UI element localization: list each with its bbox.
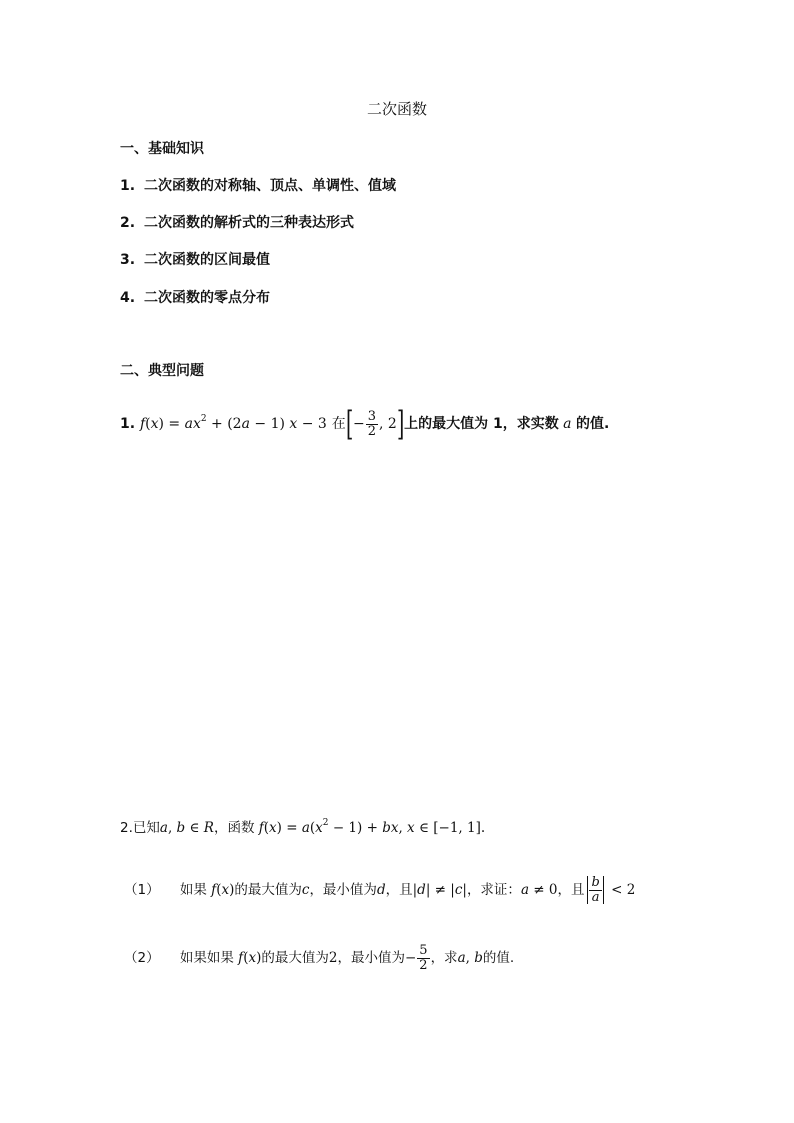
problem-1: 1. $f(x) = ax^2 + (2a - 1) x - 3$ 在[− $\frac{3}{2}$ , 2]上的最大值为 1，求实数 a 的值. [120, 404, 610, 444]
item-text: 二次函数的零点分布 [144, 290, 270, 306]
problem-text: 的最大值为 [261, 950, 329, 967]
problem-text: ，且 [557, 882, 585, 899]
fraction: $\frac{b}{a}$ [591, 875, 600, 905]
list-item [120, 287, 270, 307]
problem-text: 如果 [179, 882, 207, 899]
problem-text: 2.已知 [120, 820, 160, 836]
item-text: 二次函数的解析式的三种表达形式 [144, 215, 354, 231]
item-number: 3. [120, 252, 136, 268]
problem-text: 的值. [482, 950, 515, 967]
item-text: 二次函数的区间最值 [144, 252, 270, 268]
problem-text: 如果如果 [179, 950, 234, 967]
problem-text: 的值. [575, 416, 610, 432]
formula: f [139, 416, 146, 432]
sub-label: （1） [124, 882, 160, 899]
problem-text: ，且 [385, 882, 413, 899]
item-text: 二次函数的对称轴、顶点、单调性、值域 [144, 178, 396, 194]
problem-number: 1. [120, 416, 136, 432]
problem-text: ，求 [430, 950, 458, 967]
sub-question-2: （2） 如果如果 f(x)的最大值为2，最小值为− $\frac{5}{2}$ ，求a, b的值. [124, 943, 515, 973]
problem-2: 2.已知a, b ∈ R，函数 $f(x) = a(x^2 - 1)$ + bx, x ∈ [−1, 1]. [120, 818, 486, 836]
problem-text: ，函数 [213, 820, 255, 836]
item-number: 1. [120, 178, 136, 194]
problem-text: ，求证： [466, 882, 521, 899]
fraction: $\frac{5}{2}$ [419, 943, 428, 973]
list-item [120, 249, 270, 269]
fraction: $\frac{3}{2}$ [367, 408, 376, 439]
problem-text: ，最小值为 [337, 950, 405, 967]
item-number: 2. [120, 215, 136, 231]
problem-text: 上的最大值为 1，求实数 [404, 416, 559, 432]
sub-question-1: （1） 如果 f(x)的最大值为c，最小值为d，且|d| ≠ |c|，求证：a ≠ 0，且 $\frac{b}{a}$ < 2 [124, 875, 636, 905]
problem-text: 的最大值为 [234, 882, 302, 899]
list-item [120, 175, 396, 195]
section-heading-problems: 二、典型问题 [120, 363, 204, 379]
page-title: 二次函数 [366, 100, 427, 118]
list-item [120, 212, 354, 232]
item-number: 4. [120, 290, 136, 306]
section-heading-basics: 一、基础知识 [120, 141, 204, 157]
sub-label: （2） [124, 950, 160, 967]
problem-text: ，最小值为 [309, 882, 377, 899]
